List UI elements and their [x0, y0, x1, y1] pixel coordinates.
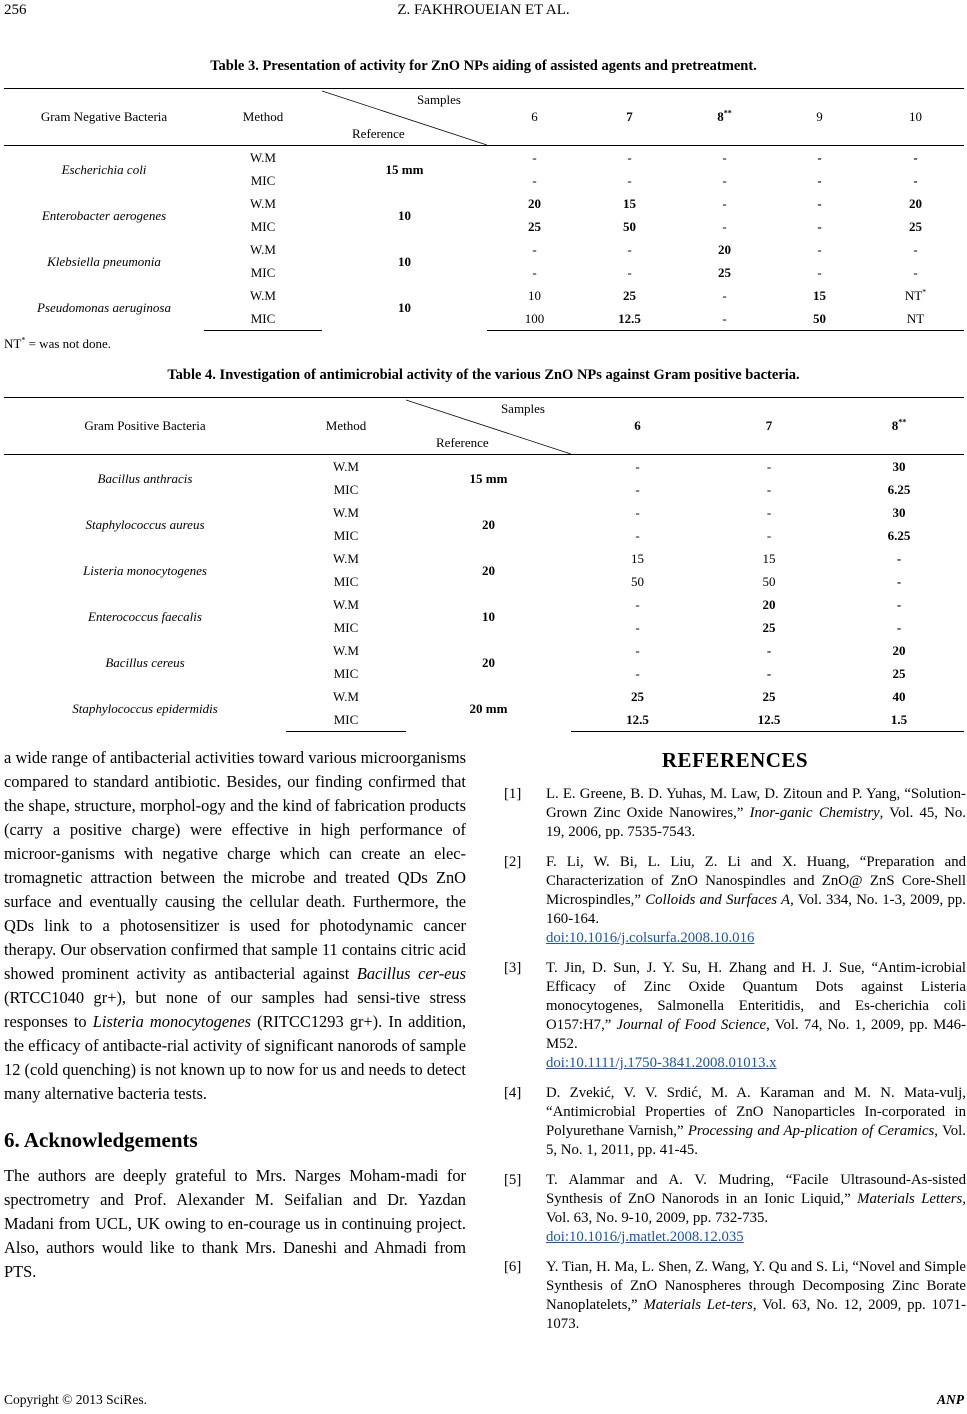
value-cell: - — [913, 265, 918, 280]
method-column-header: Method — [204, 89, 322, 146]
table-note: NT* = was not done. — [4, 335, 112, 351]
value-cell: 12.5 — [704, 708, 834, 732]
value-cell: 25 — [631, 689, 644, 704]
method-cell: W.M — [333, 643, 359, 658]
copyright: Copyright © 2013 SciRes. — [4, 1392, 148, 1407]
value-cell: - — [722, 173, 727, 188]
value-cell: 25 — [623, 288, 636, 303]
references-heading: REFERENCES — [661, 748, 809, 772]
table-row — [4, 639, 964, 662]
journal-name: Processing and Ap-plication of Ceramics — [687, 1123, 935, 1139]
value-cell: - — [766, 459, 772, 474]
value-cell: 30 — [892, 459, 906, 474]
reference-number: [2] — [504, 854, 522, 870]
value-cell: - — [817, 173, 822, 188]
bacteria-name: Listeria monocytogenes — [83, 562, 207, 578]
method-cell: MIC — [333, 666, 359, 681]
value-cell: - — [635, 459, 640, 474]
table-row — [4, 192, 964, 215]
reference-item: [4] D. Zvekić, V. V. Srdić, M. A. Karaman and M. N. Mata-vulj, “Antimicrobial Properties of ZnO Nanoparticles In-corporated in Polyurethane Varnish,” Processing and Ap-plication of Ceramics, Vol. 5, No. 1, 2011, pp. 41-45. — [504, 1085, 966, 1158]
table-4 — [4, 397, 964, 732]
sample-column-header: 6 — [571, 398, 704, 455]
value-cell: NT* — [904, 287, 927, 303]
method-cell: W.M — [333, 505, 359, 520]
value-cell: 25 — [892, 666, 906, 681]
table-row — [4, 238, 964, 261]
value-cell: - — [722, 150, 727, 165]
value-cell: 12.5 — [582, 307, 677, 331]
value-cell: 50 — [623, 219, 636, 234]
reference-cell: 20 mm — [469, 700, 508, 716]
bacteria-name: Staphylococcus epidermidis — [72, 700, 218, 716]
references-section — [504, 748, 966, 1345]
value-cell: - — [896, 597, 902, 612]
doi-link[interactable]: doi:10.1111/j.1750-3841.2008.01013.x — [546, 1055, 777, 1071]
sample-column-header: 8** — [677, 89, 772, 146]
bacteria-name: Enterococcus faecalis — [88, 608, 202, 624]
value-cell: - — [766, 482, 772, 497]
value-cell: 25 — [762, 689, 776, 704]
method-cell: MIC — [250, 173, 276, 188]
sample-column-header: 6 — [487, 89, 582, 146]
table-row — [4, 284, 964, 307]
value-cell: 10 — [528, 288, 541, 303]
value-cell: - — [766, 528, 772, 543]
reference-item: [1] L. E. Greene, B. D. Yuhas, M. Law, D. Zitoun and P. Yang, “Solution-Grown Zinc Oxide Nanowires,” Inor-ganic Chemistry, Vol. 45, No. 19, 2006, pp. 7535-7543. — [504, 786, 967, 840]
doi-link[interactable]: doi:10.1016/j.colsurfa.2008.10.016 — [546, 930, 755, 946]
value-cell: - — [896, 620, 902, 635]
bacteria-name: Enterobacter aerogenes — [41, 207, 167, 223]
reference-cell: 20 — [482, 654, 495, 670]
sample-column-header: 8** — [834, 398, 964, 455]
table-row — [4, 547, 964, 570]
method-cell: W.M — [333, 597, 359, 612]
value-cell: - — [913, 242, 918, 257]
bacteria-column-header: Gram Negative Bacteria — [4, 89, 204, 146]
sample-column-header: 9 — [772, 89, 867, 146]
journal-abbrev: ANP — [937, 1392, 964, 1407]
value-cell: 20 — [762, 597, 776, 612]
acknowledgements-text: The authors are deeply grateful to Mrs. Narges Moham-madi for spectrometry and Prof. Alexander M. Seifalian and Dr. Yazdan Madani from UCL, UK owing to en-courage us in continuing project. Also, authors would like to thank Mrs. Daneshi and Ahmadi from PTS. — [4, 1166, 466, 1281]
value-cell: - — [635, 643, 640, 658]
reference-item: [3] T. Jin, D. Sun, J. Y. Su, H. Zhang and H. J. Sue, “Antim-icrobial Efficacy of Zinc Oxide Quantum Dots against Listeria monocytogenes, Salmonella Enteritidis, and Es-cherichia coli O157:H7,” Journal of Food Science, Vol. 74, No. 1, 2009, pp. M46-M52. doi:10.1111/j.1750-3841.2008.01013.x — [504, 960, 966, 1071]
value-cell: - — [913, 173, 918, 188]
samples-label: Samples — [416, 92, 461, 107]
value-cell: NT — [867, 307, 964, 331]
value-cell: - — [817, 265, 822, 280]
value-cell: - — [817, 150, 822, 165]
discussion-paragraph: a wide range of antibacterial activities toward various microorganisms compared to standard antibiotic. Besides, our finding confirmed that the shape, structure, morphol-ogy and the kind of fabrication products (carry a positive charge) were effective in high performance of microor-ganisms with negative charge which can create an elec-tromagnetic attraction between the microbe and treated QDs ZnO surface and eventually causing the cellular death. Furthermore, the QDs link to a photosensitizer is used for photodynamic cancer therapy. Our observation confirmed that sample 11 contains citric acid showed prominent activity as antibacterial against Bacillus cer-eus (RTCC1040 gr+), but none of our samples had sensi-tive stress responses to Listeria monocytogenes (RITCC1293 gr+). In addition, the efficacy of antibacte-rial activity of significant nanorods of sample 12 (cold quenching) is not known up to now for us and needs to detect many alternative bacteria tests. — [4, 748, 466, 1103]
journal-name: Colloids and Surfaces A — [645, 892, 791, 908]
bacteria-name: Klebsiella pneumonia — [47, 253, 161, 269]
reference-number: [1] — [504, 786, 522, 802]
method-cell: W.M — [250, 288, 276, 303]
value-cell: 25 — [718, 265, 731, 280]
samples-reference-header — [322, 89, 487, 146]
body-text-column — [4, 746, 466, 1284]
value-cell: 50 — [772, 307, 867, 331]
journal-name: Journal of Food Science — [616, 1017, 767, 1033]
value-cell: - — [896, 574, 902, 589]
table-3-caption: Table 3. Presentation of activity for ZnO NPs aiding of assisted agents and pretreatment. — [210, 58, 757, 74]
reference-cell: 20 — [482, 562, 495, 578]
value-cell: - — [635, 482, 640, 497]
value-cell: 20 — [528, 196, 541, 211]
reference-number: [6] — [504, 1259, 522, 1275]
value-cell: - — [635, 528, 640, 543]
doi-link[interactable]: doi:10.1016/j.matlet.2008.12.035 — [546, 1229, 744, 1245]
reference-number: [3] — [504, 960, 522, 976]
method-cell: MIC — [333, 620, 359, 635]
value-cell: - — [627, 173, 632, 188]
value-cell: 25 — [762, 620, 776, 635]
value-cell: 15 — [762, 551, 776, 566]
page-footer — [4, 1392, 964, 1408]
page-header — [0, 0, 967, 28]
value-cell: 20 — [909, 196, 922, 211]
value-cell: - — [722, 288, 727, 303]
method-cell: W.M — [250, 242, 276, 257]
value-cell: 40 — [892, 689, 906, 704]
value-cell: 25 — [909, 219, 922, 234]
samples-reference-header — [406, 398, 571, 455]
reference-cell: 10 — [398, 207, 411, 223]
reference-cell: 10 — [398, 253, 411, 269]
value-cell: 50 — [631, 574, 644, 589]
table-header-row — [4, 398, 964, 455]
value-cell: - — [635, 597, 640, 612]
bacteria-name: Bacillus cereus — [105, 654, 185, 670]
value-cell: - — [913, 150, 918, 165]
reference-cell: 15 mm — [385, 161, 424, 177]
reference-cell: 10 — [398, 299, 411, 315]
table-row — [4, 146, 964, 170]
table-row — [4, 501, 964, 524]
bacteria-name: Bacillus anthracis — [97, 470, 193, 486]
value-cell: 30 — [892, 505, 906, 520]
value-cell: 12.5 — [571, 708, 704, 732]
bacteria-column-header: Gram Positive Bacteria — [4, 398, 286, 455]
value-cell: - — [896, 551, 902, 566]
sample-column-header: 7 — [582, 89, 677, 146]
value-cell: - — [722, 219, 727, 234]
table-3 — [4, 88, 964, 331]
value-cell: 15 — [631, 551, 644, 566]
bacteria-name: Pseudomonas aeruginosa — [37, 299, 171, 315]
value-cell: - — [817, 196, 822, 211]
value-cell: 25 — [528, 219, 541, 234]
sample-column-header: 10 — [867, 89, 964, 146]
page-number: 256 — [4, 2, 27, 18]
value-cell: 100 — [487, 307, 582, 331]
reference-cell: 10 — [482, 608, 495, 624]
method-cell: W.M — [250, 196, 276, 211]
journal-name: Materials Let-ters — [643, 1297, 753, 1313]
sample-column-header: 7 — [704, 398, 834, 455]
value-cell: - — [817, 219, 822, 234]
value-cell: - — [627, 265, 632, 280]
value-cell: - — [532, 173, 537, 188]
method-cell: MIC — [204, 307, 322, 331]
table-row — [4, 455, 964, 479]
value-cell: - — [532, 265, 537, 280]
method-cell: MIC — [333, 482, 359, 497]
method-cell: MIC — [250, 265, 276, 280]
reference-number: [4] — [504, 1085, 522, 1101]
value-cell: - — [766, 505, 772, 520]
value-cell: 50 — [762, 574, 776, 589]
value-cell: - — [532, 242, 537, 257]
value-cell: - — [766, 643, 772, 658]
method-column-header: Method — [286, 398, 406, 455]
acknowledgements-heading: 6. Acknowledgements — [4, 1128, 198, 1152]
reference-list — [504, 785, 966, 1334]
reference-cell: 15 mm — [469, 470, 508, 486]
value-cell: 6.25 — [887, 482, 911, 497]
bacteria-name: Staphylococcus aureus — [85, 516, 205, 532]
value-cell: 15 — [623, 196, 636, 211]
value-cell: - — [627, 150, 632, 165]
value-cell: 15 — [813, 288, 826, 303]
reference-label: Reference — [352, 126, 405, 141]
value-cell: - — [635, 666, 640, 681]
value-cell: - — [532, 150, 537, 165]
value-cell: - — [635, 505, 640, 520]
reference-item: [6] Y. Tian, H. Ma, L. Shen, Z. Wang, Y. Qu and S. Li, “Novel and Simple Synthesis of ZnO Nanospheres through Decomposing Zinc Borate Nanoplatelets,” Materials Let-ters, Vol. 63, No. 12, 2009, pp. 1071-1073. — [504, 1259, 966, 1332]
method-cell: MIC — [333, 574, 359, 589]
journal-name: Inor-ganic Chemistry — [749, 805, 880, 821]
reference-number: [5] — [504, 1172, 522, 1188]
value-cell: - — [635, 620, 640, 635]
journal-name: Materials Letters — [857, 1191, 963, 1207]
value-cell: 1.5 — [834, 708, 964, 732]
value-cell: - — [817, 242, 822, 257]
value-cell: - — [722, 196, 727, 211]
samples-label: Samples — [500, 401, 545, 416]
reference-cell: 20 — [482, 516, 495, 532]
method-cell: W.M — [250, 150, 276, 165]
bacteria-name: Escherichia coli — [61, 161, 147, 177]
table-4-caption: Table 4. Investigation of antimicrobial activity of the various ZnO NPs against Gram positive bacteria. — [167, 367, 800, 383]
running-head: Z. FAKHROUEIAN ET AL. — [397, 2, 570, 18]
reference-item: [2] F. Li, W. Bi, L. Liu, Z. Li and X. Huang, “Preparation and Characterization of ZnO Nanospindles and ZnO@ ZnS Core-Shell Microspindles,” Colloids and Surfaces A, Vol. 334, No. 1-3, 2009, pp. 160-164. doi:10.1016/j.colsurfa.2008.10.016 — [504, 854, 966, 946]
table-header-row — [4, 89, 964, 146]
value-cell: - — [677, 307, 772, 331]
reference-item: [5] T. Alammar and A. V. Mudring, “Facile Ultrasound-As-sisted Synthesis of ZnO Nanorods in an Ionic Liquid,” Materials Letters, Vol. 63, No. 9-10, 2009, pp. 732-735. doi:10.1016/j.matlet.2008.12.035 — [504, 1172, 966, 1245]
method-cell: W.M — [333, 459, 359, 474]
table-row — [4, 593, 964, 616]
value-cell: 20 — [718, 242, 731, 257]
method-cell: MIC — [286, 708, 406, 732]
method-cell: MIC — [333, 528, 359, 543]
reference-label: Reference — [436, 435, 489, 450]
method-cell: W.M — [333, 689, 359, 704]
value-cell: - — [766, 666, 772, 681]
value-cell: 6.25 — [887, 528, 911, 543]
value-cell: - — [627, 242, 632, 257]
method-cell: MIC — [250, 219, 276, 234]
method-cell: W.M — [333, 551, 359, 566]
value-cell: 20 — [892, 643, 906, 658]
table-row — [4, 685, 964, 708]
